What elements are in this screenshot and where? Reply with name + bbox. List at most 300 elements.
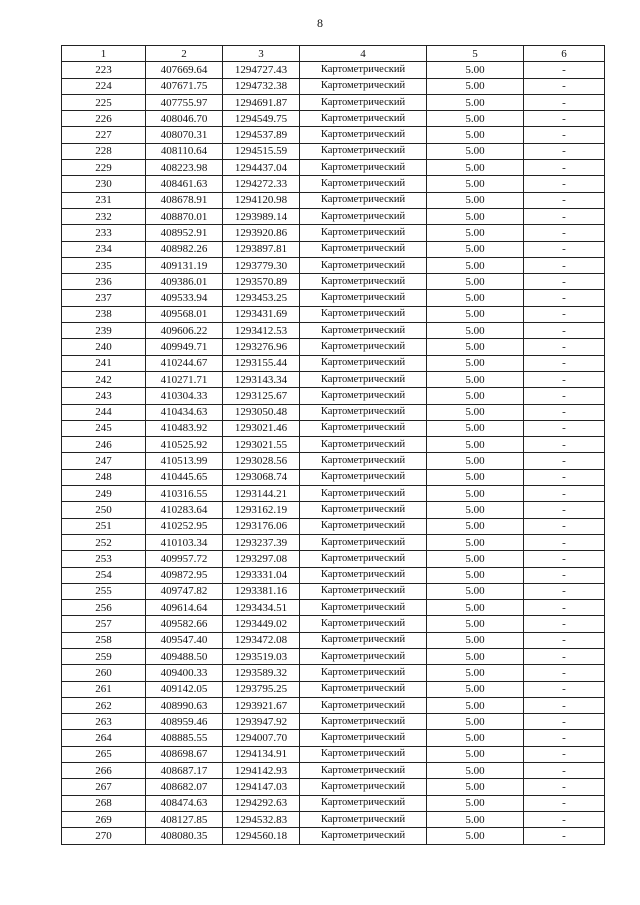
table-row	[62, 697, 605, 713]
point-number-cell: 266	[62, 763, 146, 779]
point-number-cell: 258	[62, 632, 146, 648]
table-row	[62, 127, 605, 143]
point-number-cell: 243	[62, 388, 146, 404]
y-coordinate-cell: 1293947.92	[223, 714, 300, 730]
point-number-cell: 230	[62, 176, 146, 192]
table-row	[62, 730, 605, 746]
table-row	[62, 404, 605, 420]
x-coordinate-cell: 408959.46	[146, 714, 223, 730]
y-coordinate-cell: 1293162.19	[223, 502, 300, 518]
y-coordinate-cell: 1294147.03	[223, 779, 300, 795]
y-coordinate-cell: 1293795.25	[223, 681, 300, 697]
table-row	[62, 714, 605, 730]
precision-cell: 5.00	[427, 648, 524, 664]
y-coordinate-cell: 1293155.44	[223, 355, 300, 371]
description-cell: -	[524, 257, 605, 273]
x-coordinate-cell: 409606.22	[146, 323, 223, 339]
point-number-cell: 251	[62, 518, 146, 534]
table-row	[62, 518, 605, 534]
precision-cell: 5.00	[427, 697, 524, 713]
method-cell: Картометрический	[300, 323, 427, 339]
method-cell: Картометрический	[300, 225, 427, 241]
y-coordinate-cell: 1294007.70	[223, 730, 300, 746]
table-row	[62, 290, 605, 306]
x-coordinate-cell: 408687.17	[146, 763, 223, 779]
table-row	[62, 420, 605, 436]
point-number-cell: 234	[62, 241, 146, 257]
method-cell: Картометрический	[300, 208, 427, 224]
method-cell: Картометрический	[300, 388, 427, 404]
table-row	[62, 388, 605, 404]
description-cell: -	[524, 274, 605, 290]
point-number-cell: 232	[62, 208, 146, 224]
x-coordinate-cell: 409582.66	[146, 616, 223, 632]
method-cell: Картометрический	[300, 355, 427, 371]
description-cell: -	[524, 616, 605, 632]
method-cell: Картометрический	[300, 160, 427, 176]
description-cell: -	[524, 600, 605, 616]
point-number-cell: 227	[62, 127, 146, 143]
method-cell: Картометрический	[300, 274, 427, 290]
table-row	[62, 469, 605, 485]
precision-cell: 5.00	[427, 534, 524, 550]
description-cell: -	[524, 160, 605, 176]
point-number-cell: 226	[62, 111, 146, 127]
method-cell: Картометрический	[300, 795, 427, 811]
precision-cell: 5.00	[427, 600, 524, 616]
y-coordinate-cell: 1293176.06	[223, 518, 300, 534]
point-number-cell: 225	[62, 94, 146, 110]
description-cell: -	[524, 648, 605, 664]
x-coordinate-cell: 410252.95	[146, 518, 223, 534]
method-cell: Картометрический	[300, 62, 427, 78]
y-coordinate-cell: 1294437.04	[223, 160, 300, 176]
method-cell: Картометрический	[300, 681, 427, 697]
description-cell: -	[524, 811, 605, 827]
precision-cell: 5.00	[427, 502, 524, 518]
x-coordinate-cell: 409547.40	[146, 632, 223, 648]
point-number-cell: 237	[62, 290, 146, 306]
x-coordinate-cell: 408982.26	[146, 241, 223, 257]
point-number-cell: 238	[62, 306, 146, 322]
point-number-cell: 260	[62, 665, 146, 681]
table-row	[62, 616, 605, 632]
point-number-cell: 250	[62, 502, 146, 518]
description-cell: -	[524, 176, 605, 192]
y-coordinate-cell: 1293143.34	[223, 371, 300, 387]
precision-cell: 5.00	[427, 453, 524, 469]
x-coordinate-cell: 410244.67	[146, 355, 223, 371]
description-cell: -	[524, 828, 605, 844]
table-row	[62, 632, 605, 648]
method-cell: Картометрический	[300, 648, 427, 664]
point-number-cell: 224	[62, 78, 146, 94]
table-row	[62, 371, 605, 387]
column-header: 5	[427, 46, 524, 62]
x-coordinate-cell: 408046.70	[146, 111, 223, 127]
y-coordinate-cell: 1293519.03	[223, 648, 300, 664]
y-coordinate-cell: 1294532.83	[223, 811, 300, 827]
description-cell: -	[524, 355, 605, 371]
description-cell: -	[524, 795, 605, 811]
precision-cell: 5.00	[427, 257, 524, 273]
x-coordinate-cell: 409614.64	[146, 600, 223, 616]
method-cell: Картометрический	[300, 730, 427, 746]
precision-cell: 5.00	[427, 681, 524, 697]
x-coordinate-cell: 410434.63	[146, 404, 223, 420]
precision-cell: 5.00	[427, 78, 524, 94]
point-number-cell: 247	[62, 453, 146, 469]
description-cell: -	[524, 453, 605, 469]
x-coordinate-cell: 408070.31	[146, 127, 223, 143]
y-coordinate-cell: 1293449.02	[223, 616, 300, 632]
point-number-cell: 228	[62, 143, 146, 159]
method-cell: Картометрический	[300, 78, 427, 94]
table-row	[62, 111, 605, 127]
precision-cell: 5.00	[427, 795, 524, 811]
table-row	[62, 648, 605, 664]
table-row	[62, 241, 605, 257]
table-row	[62, 828, 605, 844]
precision-cell: 5.00	[427, 339, 524, 355]
description-cell: -	[524, 730, 605, 746]
y-coordinate-cell: 1294560.18	[223, 828, 300, 844]
method-cell: Картометрический	[300, 697, 427, 713]
description-cell: -	[524, 241, 605, 257]
method-cell: Картометрический	[300, 111, 427, 127]
description-cell: -	[524, 469, 605, 485]
column-header: 4	[300, 46, 427, 62]
method-cell: Картометрический	[300, 176, 427, 192]
point-number-cell: 245	[62, 420, 146, 436]
point-number-cell: 244	[62, 404, 146, 420]
table-row	[62, 176, 605, 192]
table-header-row	[62, 46, 605, 62]
precision-cell: 5.00	[427, 143, 524, 159]
y-coordinate-cell: 1293050.48	[223, 404, 300, 420]
method-cell: Картометрический	[300, 94, 427, 110]
x-coordinate-cell: 408080.35	[146, 828, 223, 844]
description-cell: -	[524, 583, 605, 599]
x-coordinate-cell: 410525.92	[146, 437, 223, 453]
point-number-cell: 261	[62, 681, 146, 697]
column-header: 3	[223, 46, 300, 62]
precision-cell: 5.00	[427, 616, 524, 632]
point-number-cell: 248	[62, 469, 146, 485]
description-cell: -	[524, 567, 605, 583]
point-number-cell: 265	[62, 746, 146, 762]
y-coordinate-cell: 1293381.16	[223, 583, 300, 599]
precision-cell: 5.00	[427, 567, 524, 583]
point-number-cell: 264	[62, 730, 146, 746]
y-coordinate-cell: 1294515.59	[223, 143, 300, 159]
y-coordinate-cell: 1294134.91	[223, 746, 300, 762]
y-coordinate-cell: 1293472.08	[223, 632, 300, 648]
precision-cell: 5.00	[427, 127, 524, 143]
precision-cell: 5.00	[427, 763, 524, 779]
table-row	[62, 681, 605, 697]
method-cell: Картометрический	[300, 828, 427, 844]
table-row	[62, 534, 605, 550]
description-cell: -	[524, 62, 605, 78]
table-row	[62, 779, 605, 795]
method-cell: Картометрический	[300, 746, 427, 762]
precision-cell: 5.00	[427, 323, 524, 339]
point-number-cell: 241	[62, 355, 146, 371]
precision-cell: 5.00	[427, 779, 524, 795]
y-coordinate-cell: 1293989.14	[223, 208, 300, 224]
precision-cell: 5.00	[427, 306, 524, 322]
description-cell: -	[524, 78, 605, 94]
y-coordinate-cell: 1294691.87	[223, 94, 300, 110]
point-number-cell: 239	[62, 323, 146, 339]
x-coordinate-cell: 409131.19	[146, 257, 223, 273]
x-coordinate-cell: 409568.01	[146, 306, 223, 322]
description-cell: -	[524, 534, 605, 550]
table-row	[62, 160, 605, 176]
method-cell: Картометрический	[300, 143, 427, 159]
precision-cell: 5.00	[427, 290, 524, 306]
y-coordinate-cell: 1293431.69	[223, 306, 300, 322]
y-coordinate-cell: 1293897.81	[223, 241, 300, 257]
description-cell: -	[524, 323, 605, 339]
point-number-cell: 233	[62, 225, 146, 241]
x-coordinate-cell: 410103.34	[146, 534, 223, 550]
point-number-cell: 268	[62, 795, 146, 811]
point-number-cell: 223	[62, 62, 146, 78]
precision-cell: 5.00	[427, 811, 524, 827]
precision-cell: 5.00	[427, 518, 524, 534]
y-coordinate-cell: 1293297.08	[223, 551, 300, 567]
point-number-cell: 257	[62, 616, 146, 632]
x-coordinate-cell: 410483.92	[146, 420, 223, 436]
table-row	[62, 143, 605, 159]
x-coordinate-cell: 409957.72	[146, 551, 223, 567]
precision-cell: 5.00	[427, 551, 524, 567]
x-coordinate-cell: 408678.91	[146, 192, 223, 208]
precision-cell: 5.00	[427, 371, 524, 387]
point-number-cell: 269	[62, 811, 146, 827]
precision-cell: 5.00	[427, 225, 524, 241]
precision-cell: 5.00	[427, 437, 524, 453]
point-number-cell: 252	[62, 534, 146, 550]
table-row	[62, 437, 605, 453]
method-cell: Картометрический	[300, 437, 427, 453]
x-coordinate-cell: 410304.33	[146, 388, 223, 404]
x-coordinate-cell: 410271.71	[146, 371, 223, 387]
description-cell: -	[524, 697, 605, 713]
table-row	[62, 795, 605, 811]
precision-cell: 5.00	[427, 583, 524, 599]
description-cell: -	[524, 192, 605, 208]
description-cell: -	[524, 388, 605, 404]
description-cell: -	[524, 127, 605, 143]
table-row	[62, 192, 605, 208]
x-coordinate-cell: 407669.64	[146, 62, 223, 78]
x-coordinate-cell: 409949.71	[146, 339, 223, 355]
description-cell: -	[524, 111, 605, 127]
table-row	[62, 78, 605, 94]
point-number-cell: 267	[62, 779, 146, 795]
table-row	[62, 567, 605, 583]
x-coordinate-cell: 408474.63	[146, 795, 223, 811]
y-coordinate-cell: 1294537.89	[223, 127, 300, 143]
description-cell: -	[524, 371, 605, 387]
point-number-cell: 235	[62, 257, 146, 273]
y-coordinate-cell: 1293453.25	[223, 290, 300, 306]
precision-cell: 5.00	[427, 160, 524, 176]
precision-cell: 5.00	[427, 111, 524, 127]
table-row	[62, 763, 605, 779]
table-row	[62, 665, 605, 681]
x-coordinate-cell: 407755.97	[146, 94, 223, 110]
precision-cell: 5.00	[427, 730, 524, 746]
y-coordinate-cell: 1293570.89	[223, 274, 300, 290]
x-coordinate-cell: 409488.50	[146, 648, 223, 664]
x-coordinate-cell: 408990.63	[146, 697, 223, 713]
x-coordinate-cell: 410445.65	[146, 469, 223, 485]
point-number-cell: 259	[62, 648, 146, 664]
method-cell: Картометрический	[300, 534, 427, 550]
table-row	[62, 62, 605, 78]
description-cell: -	[524, 779, 605, 795]
point-number-cell: 253	[62, 551, 146, 567]
method-cell: Картометрический	[300, 665, 427, 681]
table-body	[62, 62, 605, 844]
precision-cell: 5.00	[427, 404, 524, 420]
description-cell: -	[524, 763, 605, 779]
column-header: 6	[524, 46, 605, 62]
table-row	[62, 551, 605, 567]
precision-cell: 5.00	[427, 469, 524, 485]
description-cell: -	[524, 208, 605, 224]
y-coordinate-cell: 1293331.04	[223, 567, 300, 583]
method-cell: Картометрический	[300, 404, 427, 420]
y-coordinate-cell: 1293589.32	[223, 665, 300, 681]
method-cell: Картометрический	[300, 583, 427, 599]
precision-cell: 5.00	[427, 241, 524, 257]
precision-cell: 5.00	[427, 828, 524, 844]
method-cell: Картометрический	[300, 600, 427, 616]
method-cell: Картометрический	[300, 616, 427, 632]
y-coordinate-cell: 1294142.93	[223, 763, 300, 779]
method-cell: Картометрический	[300, 632, 427, 648]
x-coordinate-cell: 408870.01	[146, 208, 223, 224]
column-header: 2	[146, 46, 223, 62]
precision-cell: 5.00	[427, 192, 524, 208]
method-cell: Картометрический	[300, 486, 427, 502]
precision-cell: 5.00	[427, 62, 524, 78]
description-cell: -	[524, 746, 605, 762]
y-coordinate-cell: 1294549.75	[223, 111, 300, 127]
precision-cell: 5.00	[427, 176, 524, 192]
method-cell: Картометрический	[300, 714, 427, 730]
table-row	[62, 746, 605, 762]
precision-cell: 5.00	[427, 208, 524, 224]
x-coordinate-cell: 408223.98	[146, 160, 223, 176]
precision-cell: 5.00	[427, 274, 524, 290]
point-number-cell: 254	[62, 567, 146, 583]
x-coordinate-cell: 408952.91	[146, 225, 223, 241]
method-cell: Картометрический	[300, 453, 427, 469]
table-row	[62, 208, 605, 224]
precision-cell: 5.00	[427, 632, 524, 648]
table-row	[62, 600, 605, 616]
x-coordinate-cell: 407671.75	[146, 78, 223, 94]
method-cell: Картометрический	[300, 469, 427, 485]
table-row	[62, 257, 605, 273]
description-cell: -	[524, 290, 605, 306]
page-number: 8	[317, 16, 323, 30]
x-coordinate-cell: 409400.33	[146, 665, 223, 681]
y-coordinate-cell: 1294272.33	[223, 176, 300, 192]
table-row	[62, 811, 605, 827]
point-number-cell: 242	[62, 371, 146, 387]
point-number-cell: 231	[62, 192, 146, 208]
point-number-cell: 263	[62, 714, 146, 730]
description-cell: -	[524, 306, 605, 322]
description-cell: -	[524, 632, 605, 648]
method-cell: Картометрический	[300, 551, 427, 567]
method-cell: Картометрический	[300, 241, 427, 257]
x-coordinate-cell: 408698.67	[146, 746, 223, 762]
description-cell: -	[524, 420, 605, 436]
description-cell: -	[524, 551, 605, 567]
table-row	[62, 323, 605, 339]
x-coordinate-cell: 409142.05	[146, 681, 223, 697]
y-coordinate-cell: 1293028.56	[223, 453, 300, 469]
x-coordinate-cell: 410513.99	[146, 453, 223, 469]
y-coordinate-cell: 1293412.53	[223, 323, 300, 339]
description-cell: -	[524, 502, 605, 518]
y-coordinate-cell: 1293921.67	[223, 697, 300, 713]
method-cell: Картометрический	[300, 127, 427, 143]
description-cell: -	[524, 94, 605, 110]
method-cell: Картометрический	[300, 763, 427, 779]
x-coordinate-cell: 408682.07	[146, 779, 223, 795]
precision-cell: 5.00	[427, 486, 524, 502]
table-row	[62, 486, 605, 502]
method-cell: Картометрический	[300, 290, 427, 306]
y-coordinate-cell: 1293237.39	[223, 534, 300, 550]
precision-cell: 5.00	[427, 420, 524, 436]
coordinates-table	[61, 45, 605, 845]
precision-cell: 5.00	[427, 94, 524, 110]
y-coordinate-cell: 1293125.67	[223, 388, 300, 404]
y-coordinate-cell: 1294732.38	[223, 78, 300, 94]
table-row	[62, 274, 605, 290]
method-cell: Картометрический	[300, 192, 427, 208]
y-coordinate-cell: 1294120.98	[223, 192, 300, 208]
method-cell: Картометрический	[300, 518, 427, 534]
x-coordinate-cell: 409386.01	[146, 274, 223, 290]
method-cell: Картометрический	[300, 502, 427, 518]
x-coordinate-cell: 408885.55	[146, 730, 223, 746]
description-cell: -	[524, 518, 605, 534]
method-cell: Картометрический	[300, 779, 427, 795]
x-coordinate-cell: 408110.64	[146, 143, 223, 159]
description-cell: -	[524, 404, 605, 420]
method-cell: Картометрический	[300, 257, 427, 273]
description-cell: -	[524, 714, 605, 730]
table-row	[62, 453, 605, 469]
point-number-cell: 236	[62, 274, 146, 290]
point-number-cell: 262	[62, 697, 146, 713]
description-cell: -	[524, 486, 605, 502]
y-coordinate-cell: 1294292.63	[223, 795, 300, 811]
y-coordinate-cell: 1293276.96	[223, 339, 300, 355]
y-coordinate-cell: 1294727.43	[223, 62, 300, 78]
